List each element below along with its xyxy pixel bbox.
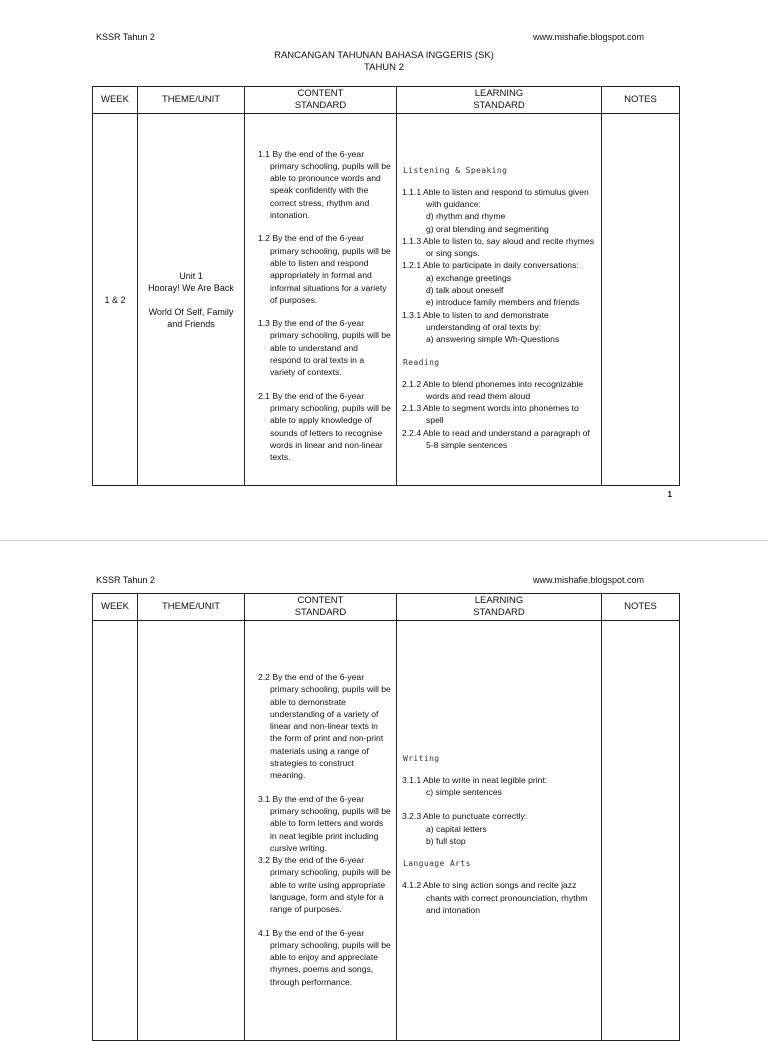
theme-cell (138, 114, 245, 486)
section-heading-listening: Listening & Speaking (403, 165, 508, 175)
section-heading-language-arts: Language Arts (403, 859, 471, 869)
col-notes: NOTES (602, 87, 680, 114)
col-content-line2: STANDARD (294, 100, 347, 111)
col-learning-line2: STANDARD (473, 100, 525, 111)
learning-standard-item: 3.2.3 Able to punctuate correctly: (402, 811, 528, 822)
learning-standard-cell (397, 621, 602, 1041)
table-header-row (93, 594, 680, 621)
content-standard-item: 2.2 By the end of the 6-year primary schooling, pupils will be able to demonstrate understanding of a variety of linear and non-linear texts in the form of print and non-print materials using a range of strategies to construct meaning. (258, 671, 391, 781)
header-right: www.mishafie.blogspot.com (532, 32, 644, 42)
col-learning-standard (397, 87, 602, 114)
learning-standard-item: 1.2.1 Able to participate in daily conversations: (402, 260, 579, 271)
col-learning-standard (397, 594, 602, 621)
learning-standard-item: 3.1.1 Able to write in neat legible print: (402, 774, 548, 785)
learning-standard-sub: d) rhythm and rhyme (426, 211, 506, 222)
week-cell (93, 621, 138, 1041)
notes-cell (602, 621, 680, 1041)
learning-standard-sub: a) exchange greetings (426, 272, 512, 283)
learning-standard-cont: 5-8 simple sentences (426, 440, 508, 451)
table-row (93, 114, 680, 486)
learning-standard-cont: chants with correct pronounciation, rhythm (426, 892, 588, 903)
learning-standard-item: 4.1.2 Able to sing action songs and recite jazz (402, 880, 577, 891)
learning-standard-sub: e) introduce family members and friends (426, 297, 580, 308)
document-subtitle: TAHUN 2 (364, 62, 404, 73)
content-standard-item: 1.3 By the end of the 6-year primary schooling, pupils will be able to understand and respond to oral texts in a variety of contexts. (258, 318, 391, 378)
theme-cell (138, 621, 245, 1041)
header-right: www.mishafie.blogspot.com (532, 575, 644, 585)
learning-standard-item: 2.1.3 Able to segment words into phonemes to (402, 403, 579, 414)
col-learning-line1: LEARNING (474, 595, 524, 606)
section-heading-writing: Writing (403, 753, 440, 763)
content-standard-cell (245, 621, 397, 1041)
yearly-plan-table-continued (92, 593, 680, 1041)
col-theme: THEME/UNIT (138, 87, 245, 114)
document-page-2 (0, 540, 768, 1025)
learning-standard-item: 1.1.3 Able to listen to, say aloud and recite rhymes (402, 235, 595, 246)
col-content-line1: CONTENT (297, 595, 344, 606)
week-cell: 1 & 2 (93, 114, 138, 486)
learning-standard-cont: with guidance: (426, 198, 481, 209)
col-content-standard (245, 594, 397, 621)
content-standard-item: 4.1 By the end of the 6-year primary schooling, pupils will be able to enjoy and appreciate rhymes, poems and songs, through performance. (258, 927, 391, 987)
col-theme: THEME/UNIT (138, 594, 245, 621)
learning-standard-sub: a) capital letters (426, 823, 487, 834)
content-standard-item: 3.2 By the end of the 6-year primary schooling, pupils will be able to write using appropriate language, form and style for a range of purposes. (258, 855, 391, 915)
section-heading-reading: Reading (403, 357, 440, 367)
theme-world: World Of Self, Family and Friends (148, 306, 234, 329)
content-standard-item: 1.1 By the end of the 6-year primary schooling, pupils will be able to pronounce words and speak confidently with the correct stress, rhythm and intonation. (258, 148, 391, 221)
learning-standard-sub: g) oral blending and segmenting (426, 223, 549, 234)
learning-standard-cont: or sing songs. (426, 248, 480, 259)
table-header-row (93, 87, 680, 114)
learning-standard-cont: and intonation (426, 904, 480, 915)
learning-standard-sub: c) simple sentences (426, 787, 502, 798)
header-left: KSSR Tahun 2 (96, 32, 155, 42)
learning-standard-item: 1.3.1 Able to listen to and demonstrate (402, 309, 549, 320)
col-learning-line1: LEARNING (474, 88, 524, 99)
col-week: WEEK (93, 594, 138, 621)
learning-standard-item: 2.2.4 Able to read and understand a paragraph of (402, 427, 590, 438)
learning-standard-sub: a) answering simple Wh-Questions (426, 334, 560, 345)
notes-cell (602, 114, 680, 486)
learning-standard-item: 1.1.1 Able to listen and respond to stimulus given (402, 186, 589, 197)
content-standard-item: 1.2 By the end of the 6-year primary schooling, pupils will be able to listen and respond appropriately in formal and informal situations for a variety of purposes. (258, 233, 391, 305)
theme-title: Hooray! We Are Back (148, 282, 234, 293)
content-standard-item: 3.1 By the end of the 6-year primary schooling, pupils will be able to form letters and words in neat legible print including cursive writing. (258, 793, 391, 853)
col-content-standard (245, 87, 397, 114)
content-standard-cell (245, 114, 397, 486)
col-content-line1: CONTENT (297, 88, 344, 99)
page-number: 1 (667, 490, 672, 499)
col-notes: NOTES (602, 594, 680, 621)
learning-standard-sub: b) full stop (426, 836, 466, 846)
learning-standard-cont: spell (426, 415, 444, 426)
header-left: KSSR Tahun 2 (96, 575, 155, 585)
learning-standard-cell (397, 114, 602, 486)
document-title: RANCANGAN TAHUNAN BAHASA INGGERIS (SK) (274, 50, 494, 61)
col-week: WEEK (93, 87, 138, 114)
learning-standard-cont: understanding of oral texts by: (426, 321, 542, 332)
learning-standard-sub: d) talk about oneself (426, 285, 504, 296)
col-content-line2: STANDARD (294, 607, 347, 618)
learning-standard-item: 2.1.2 Able to blend phonemes into recognizable (402, 378, 584, 389)
learning-standard-cont: words and read them aloud (426, 390, 531, 401)
content-standard-item: 2.1 By the end of the 6-year primary schooling, pupils will be able to apply knowledge of sounds of letters to recognise words in linear and non-linear texts. (258, 390, 391, 463)
col-learning-line2: STANDARD (473, 607, 525, 618)
theme-unit: Unit 1 (179, 270, 203, 281)
table-row (93, 621, 680, 1041)
yearly-plan-table (92, 86, 680, 486)
